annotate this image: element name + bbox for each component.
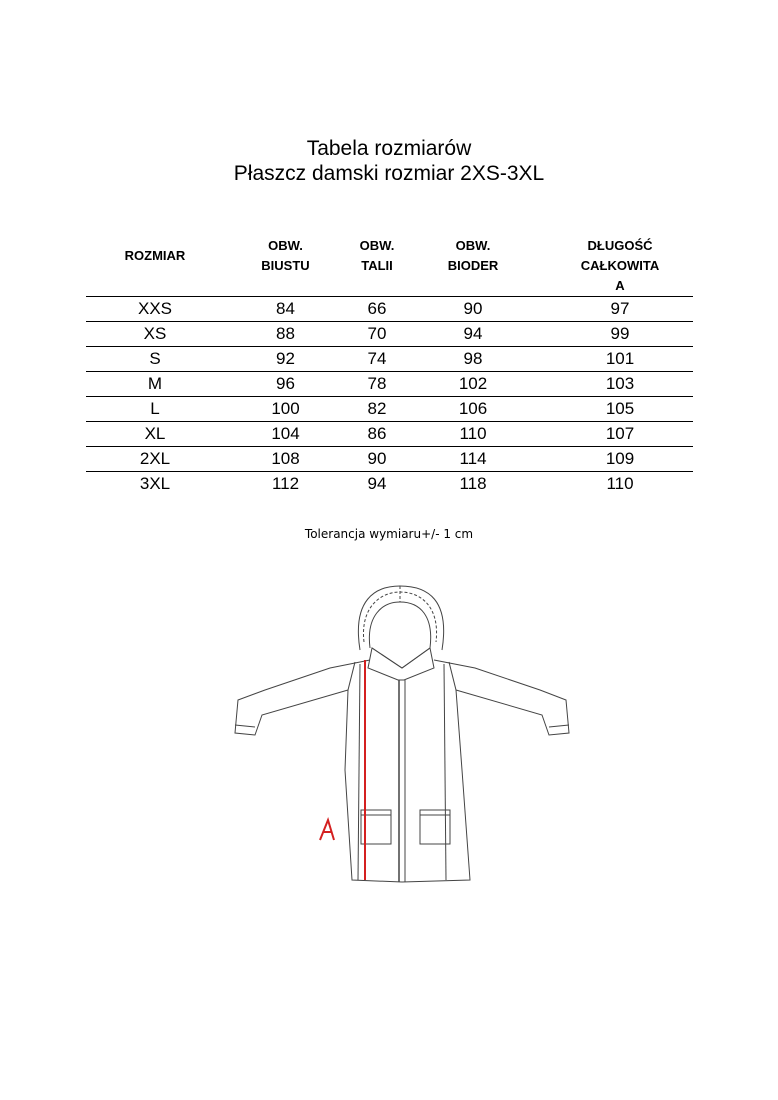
header-label: OBW. <box>268 238 303 253</box>
table-cell: 110 <box>606 474 634 493</box>
table-cell: 96 <box>276 374 295 393</box>
table-cell: 98 <box>463 349 483 368</box>
table-cell: 107 <box>605 424 635 443</box>
header-label: A <box>615 278 625 293</box>
header-label: BIUSTU <box>261 258 310 273</box>
table-cell: 106 <box>458 399 488 418</box>
table-cell: 104 <box>271 424 300 443</box>
table-cell: 108 <box>271 449 300 468</box>
table-cell: XXS <box>137 299 173 318</box>
right-sleeve <box>434 660 569 735</box>
table-cell: 84 <box>276 299 295 318</box>
table-cell: 70 <box>367 324 387 343</box>
table-cell: 101 <box>605 349 635 368</box>
table-cell: 99 <box>610 324 630 343</box>
table-cell: 105 <box>605 399 635 418</box>
table-cell: 110 <box>459 424 487 443</box>
table-cell: 3XL <box>139 474 171 493</box>
table-cell: XL <box>144 424 166 443</box>
table-cell: 66 <box>367 299 387 318</box>
table-cell: 74 <box>367 349 387 368</box>
table-cell: 94 <box>463 324 483 343</box>
table-row <box>86 296 693 321</box>
table-cell: 90 <box>463 299 483 318</box>
header-label: BIODER <box>447 258 499 273</box>
header-label: TALII <box>361 258 393 273</box>
header-rozmiar <box>86 246 224 266</box>
coat-body-left <box>345 690 402 882</box>
table-cell: 90 <box>367 449 387 468</box>
header-label: DŁUGOŚĆ <box>587 238 653 253</box>
table-cell: L <box>150 399 160 418</box>
hood-inner <box>369 602 430 648</box>
table-cell: 86 <box>367 424 387 443</box>
table-row <box>86 346 693 371</box>
page-title-line2: Płaszcz damski rozmiar 2XS-3XL <box>233 162 545 185</box>
header-label: OBW. <box>455 238 491 253</box>
left-sleeve <box>235 660 370 735</box>
header-label: ROZMIAR <box>124 248 186 263</box>
table-cell: M <box>147 374 163 393</box>
table-cell: 109 <box>605 449 635 468</box>
table-row <box>86 321 693 346</box>
table-cell: 82 <box>367 399 387 418</box>
header-obw-biustu <box>224 236 347 276</box>
table-cell: XS <box>143 324 167 343</box>
table-row <box>86 371 693 396</box>
header-label: CAŁKOWITA <box>580 258 660 273</box>
table-cell: 92 <box>276 349 295 368</box>
tolerance-note: Tolerancja wymiaru+/- 1 cm <box>304 527 474 541</box>
marker-a-icon <box>320 820 334 840</box>
table-cell: 112 <box>271 474 300 493</box>
table-row <box>86 446 693 471</box>
table-cell: 118 <box>459 474 487 493</box>
table-row <box>86 396 693 421</box>
table-cell: 78 <box>367 374 387 393</box>
coat-body-right <box>402 690 470 882</box>
table-cell: 100 <box>271 399 300 418</box>
table-cell: 2XL <box>139 449 171 468</box>
table-cell: 114 <box>459 449 487 468</box>
table-cell: 97 <box>610 299 630 318</box>
coat-drawing <box>220 580 580 890</box>
table-cell: 102 <box>458 374 488 393</box>
header-obw-talii <box>331 236 423 276</box>
table-cell: 103 <box>605 374 635 393</box>
table-row <box>86 471 693 496</box>
table-cell: 88 <box>276 324 295 343</box>
header-dlugosc-calkowita <box>556 236 684 296</box>
table-row <box>86 421 693 446</box>
page-title-line1: Tabela rozmiarów <box>306 137 472 160</box>
header-obw-bioder <box>423 236 523 276</box>
table-cell: S <box>149 349 161 368</box>
header-label: OBW. <box>359 238 395 253</box>
table-cell: 94 <box>367 474 387 493</box>
